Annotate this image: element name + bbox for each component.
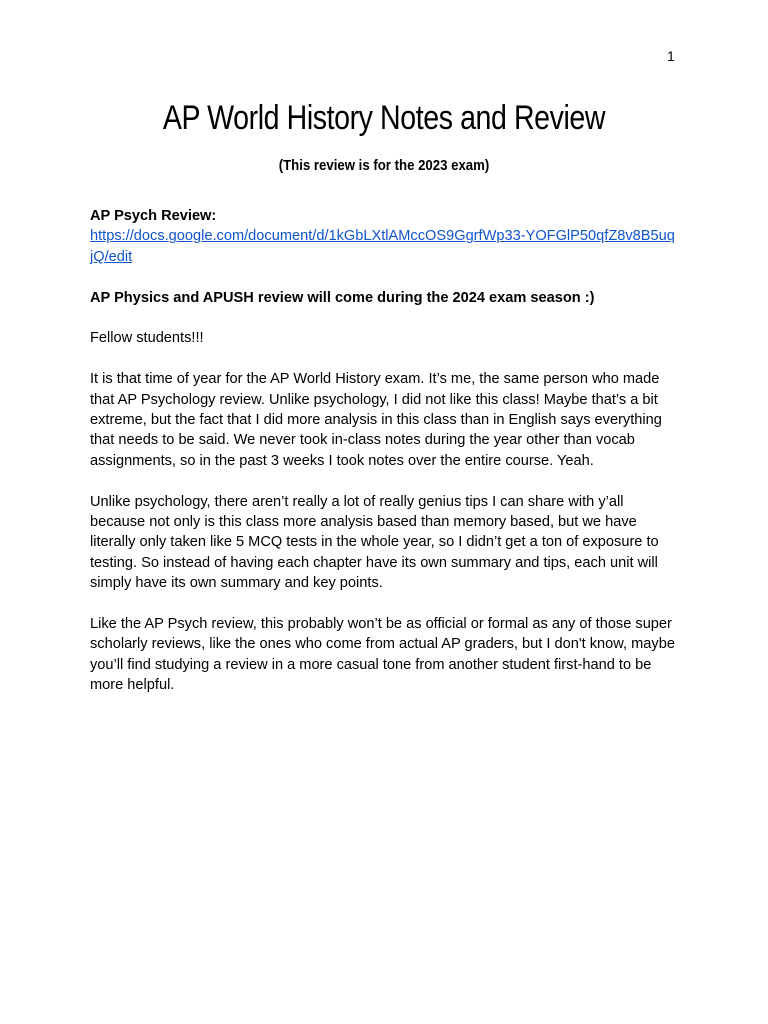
intro-paragraph: It is that time of year for the AP World History exam. It’s me, the same person who made that AP Psychology review. Unlike psychology, I did not like this class! Maybe that’s a bit extreme, but the fact that I did more analysis in this class than in English says everything that needs to be said. We never took in-class notes during the year other than vocab assignments, so in the past 3 weeks I took notes over the entire course. Yeah. [90, 371, 662, 469]
psych-review-label: AP Psych Review: [90, 208, 217, 224]
psych-review-block [90, 206, 678, 267]
document-body [90, 206, 678, 716]
psych-review-link[interactable]: https://docs.google.com/document/d/1kGbLXtlAMccOS9GgrfWp33-YOFGlP50qfZ8v8B5uqjQ/edit [90, 228, 675, 265]
tips-paragraph: Unlike psychology, there aren’t really a lot of really genius tips I can share with y’all because not only is this class more analysis based than memory based, but we have literally only taken like 5 MCQ tests in the whole year, so I didn’t get a ton of exposure to testing. So instead of having each chapter have its own summary and tips, each unit will simply have its own summary and key points. [90, 493, 659, 592]
physics-apush-note: AP Physics and APUSH review will come during the 2024 exam season :) [90, 289, 595, 306]
greeting: Fellow students!!! [90, 330, 204, 347]
tone-paragraph: Like the AP Psych review, this probably won’t be as official or formal as any of those super scholarly reviews, like the ones who come from actual AP graders, but I don't know, maybe you’ll find studying a review in a more casual tone from another student first-hand to be more helpful. [90, 616, 675, 694]
document-title: AP World History Notes and Review [162, 99, 606, 137]
page-number: 1 [667, 48, 675, 64]
document-subtitle: (This review is for the 2023 exam) [278, 157, 490, 174]
